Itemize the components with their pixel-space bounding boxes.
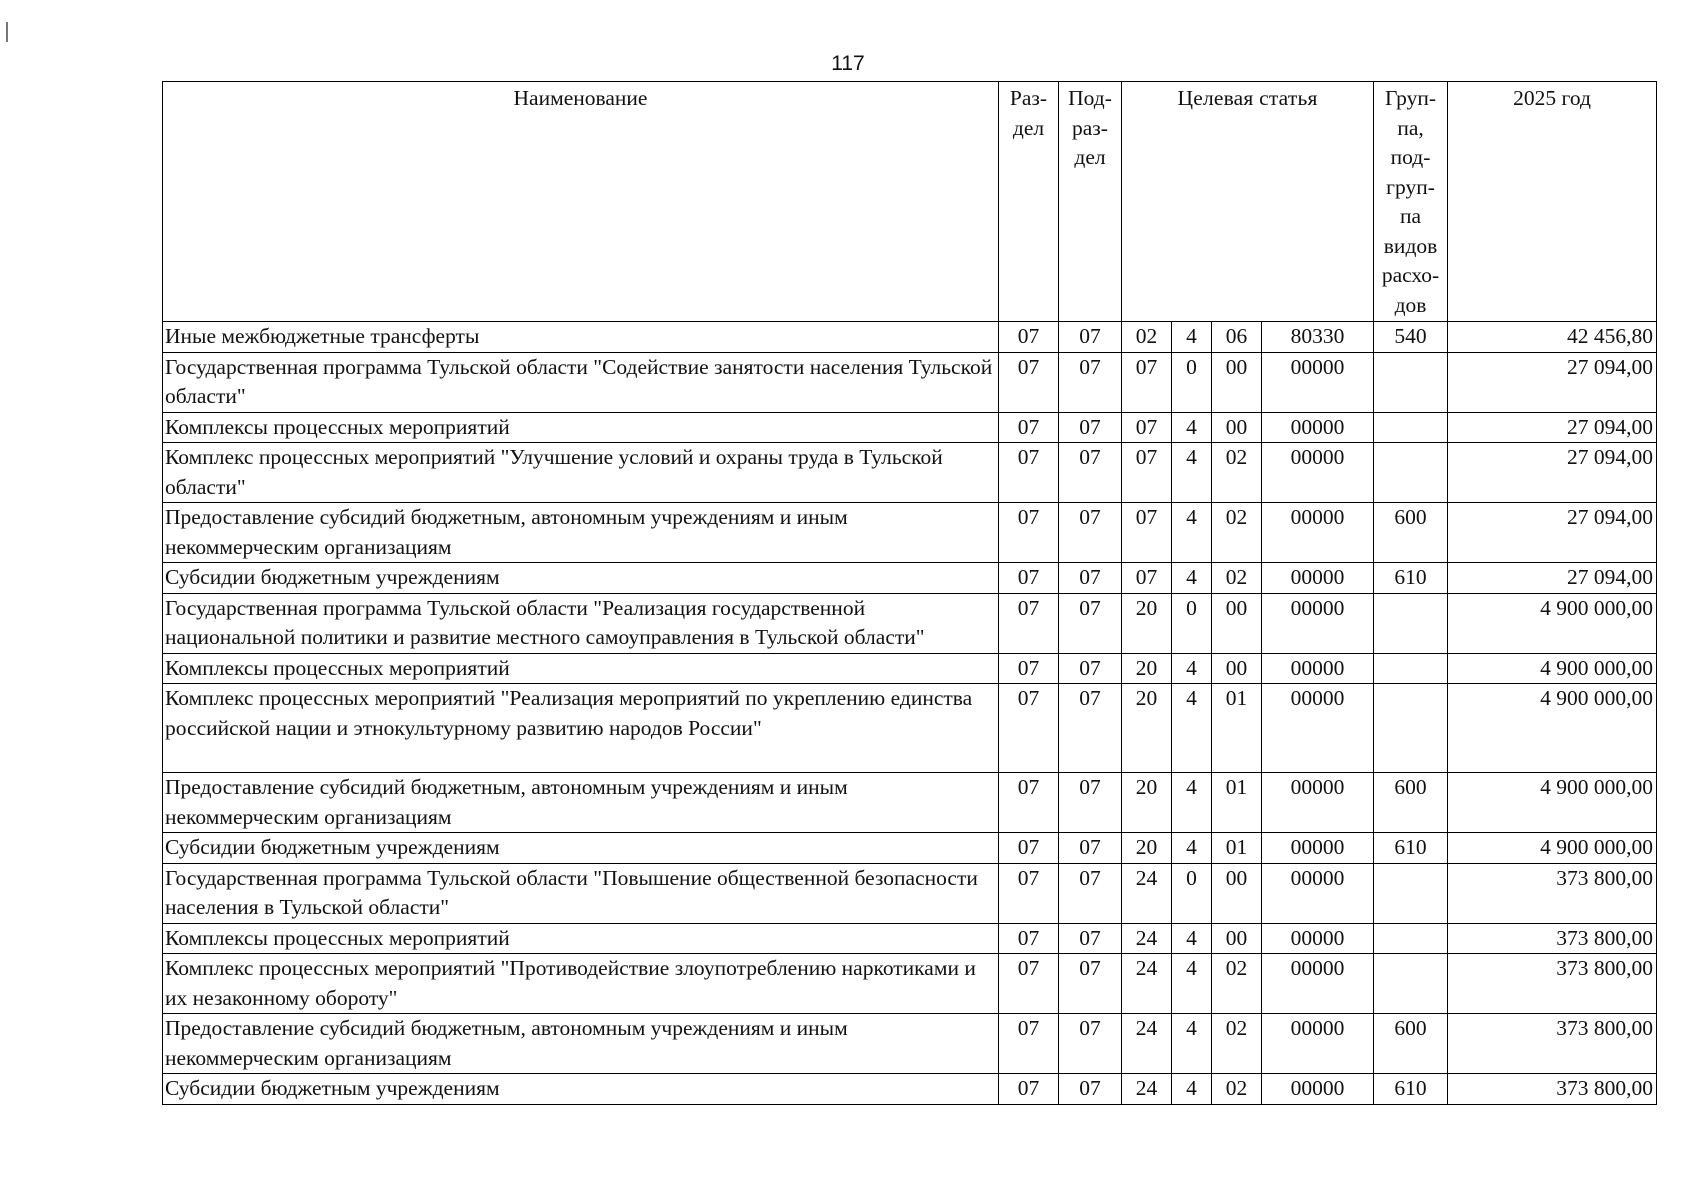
table-row xyxy=(163,653,1657,684)
cell-target-subprogram: 00 xyxy=(1212,923,1262,954)
header-target-article: Целевая статья xyxy=(1122,82,1374,322)
cell-target-type: 4 xyxy=(1172,443,1212,503)
cell-target-program: 07 xyxy=(1122,352,1172,412)
cell-target-direction: 00000 xyxy=(1262,412,1374,443)
cell-target-type: 0 xyxy=(1172,863,1212,923)
cell-razdel: 07 xyxy=(999,593,1059,653)
cell-razdel: 07 xyxy=(999,773,1059,833)
cell-razdel: 07 xyxy=(999,563,1059,594)
cell-podrazdel: 07 xyxy=(1059,954,1122,1014)
cell-amount: 4 900 000,00 xyxy=(1448,684,1657,773)
header-razdel: Раз- дел xyxy=(999,82,1059,322)
cell-expense-group xyxy=(1374,684,1448,773)
cell-target-type: 4 xyxy=(1172,954,1212,1014)
cell-expense-group xyxy=(1374,653,1448,684)
cell-expense-group: 610 xyxy=(1374,1074,1448,1105)
cell-expense-group: 540 xyxy=(1374,322,1448,353)
cell-razdel: 07 xyxy=(999,352,1059,412)
cell-razdel: 07 xyxy=(999,833,1059,864)
cell-target-direction: 00000 xyxy=(1262,653,1374,684)
cell-amount: 373 800,00 xyxy=(1448,923,1657,954)
header-year: 2025 год xyxy=(1448,82,1657,322)
cell-target-direction: 00000 xyxy=(1262,923,1374,954)
cell-amount: 373 800,00 xyxy=(1448,1014,1657,1074)
cell-target-subprogram: 00 xyxy=(1212,593,1262,653)
cell-podrazdel: 07 xyxy=(1059,653,1122,684)
cell-amount: 373 800,00 xyxy=(1448,1074,1657,1105)
header-name: Наименование xyxy=(163,82,999,322)
cell-name: Предоставление субсидий бюджетным, автономным учреждениям и иным некоммерческим организациям xyxy=(163,773,999,833)
table-body xyxy=(163,322,1657,1105)
cell-podrazdel: 07 xyxy=(1059,503,1122,563)
cell-razdel: 07 xyxy=(999,443,1059,503)
cell-target-subprogram: 02 xyxy=(1212,443,1262,503)
cell-razdel: 07 xyxy=(999,1014,1059,1074)
cell-expense-group: 610 xyxy=(1374,833,1448,864)
cell-amount: 4 900 000,00 xyxy=(1448,593,1657,653)
cell-razdel: 07 xyxy=(999,923,1059,954)
cell-amount: 27 094,00 xyxy=(1448,563,1657,594)
cell-razdel: 07 xyxy=(999,954,1059,1014)
cell-amount: 27 094,00 xyxy=(1448,443,1657,503)
cell-target-direction: 00000 xyxy=(1262,563,1374,594)
cell-amount: 4 900 000,00 xyxy=(1448,833,1657,864)
cell-expense-group: 600 xyxy=(1374,1014,1448,1074)
budget-table xyxy=(162,81,1657,1105)
cell-amount: 27 094,00 xyxy=(1448,352,1657,412)
cell-target-type: 0 xyxy=(1172,352,1212,412)
cell-podrazdel: 07 xyxy=(1059,593,1122,653)
cell-target-type: 4 xyxy=(1172,412,1212,443)
cell-target-type: 4 xyxy=(1172,503,1212,563)
cell-target-subprogram: 02 xyxy=(1212,1074,1262,1105)
cell-expense-group: 600 xyxy=(1374,773,1448,833)
cell-target-direction: 00000 xyxy=(1262,954,1374,1014)
cell-target-subprogram: 01 xyxy=(1212,833,1262,864)
cell-name: Субсидии бюджетным учреждениям xyxy=(163,833,999,864)
cell-target-type: 4 xyxy=(1172,322,1212,353)
cell-expense-group: 610 xyxy=(1374,563,1448,594)
cell-target-direction: 00000 xyxy=(1262,352,1374,412)
cell-expense-group xyxy=(1374,954,1448,1014)
table-row xyxy=(163,412,1657,443)
header-expense-group: Груп- па, под- груп- па видов расхо- дов xyxy=(1374,82,1448,322)
cell-target-program: 24 xyxy=(1122,863,1172,923)
cell-amount: 373 800,00 xyxy=(1448,863,1657,923)
table-header-row xyxy=(163,82,1657,322)
table-row xyxy=(163,863,1657,923)
cell-podrazdel: 07 xyxy=(1059,563,1122,594)
cell-target-direction: 00000 xyxy=(1262,593,1374,653)
cell-podrazdel: 07 xyxy=(1059,1074,1122,1105)
cell-target-type: 0 xyxy=(1172,593,1212,653)
cell-target-program: 24 xyxy=(1122,1014,1172,1074)
header-podrazdel: Под- раз- дел xyxy=(1059,82,1122,322)
cell-expense-group xyxy=(1374,593,1448,653)
cell-target-direction: 00000 xyxy=(1262,863,1374,923)
cell-name: Государственная программа Тульской области "Повышение общественной безопасности населения в Тульской области" xyxy=(163,863,999,923)
cell-razdel: 07 xyxy=(999,503,1059,563)
cell-razdel: 07 xyxy=(999,412,1059,443)
cell-target-direction: 80330 xyxy=(1262,322,1374,353)
cell-target-type: 4 xyxy=(1172,1074,1212,1105)
cell-target-program: 07 xyxy=(1122,503,1172,563)
cell-name: Субсидии бюджетным учреждениям xyxy=(163,563,999,594)
cell-amount: 27 094,00 xyxy=(1448,412,1657,443)
table-row xyxy=(163,593,1657,653)
table-row xyxy=(163,684,1657,773)
cell-target-direction: 00000 xyxy=(1262,443,1374,503)
table-row xyxy=(163,923,1657,954)
table-row xyxy=(163,954,1657,1014)
page-number: 117 xyxy=(831,52,865,75)
cell-name: Комплексы процессных мероприятий xyxy=(163,412,999,443)
cell-target-program: 20 xyxy=(1122,593,1172,653)
cell-target-direction: 00000 xyxy=(1262,1074,1374,1105)
cell-name: Комплексы процессных мероприятий xyxy=(163,923,999,954)
cell-target-subprogram: 00 xyxy=(1212,352,1262,412)
cell-name: Субсидии бюджетным учреждениям xyxy=(163,1074,999,1105)
cell-podrazdel: 07 xyxy=(1059,352,1122,412)
cell-podrazdel: 07 xyxy=(1059,684,1122,773)
cell-target-type: 4 xyxy=(1172,684,1212,773)
cell-target-type: 4 xyxy=(1172,923,1212,954)
cell-name: Государственная программа Тульской области "Содействие занятости населения Тульской области" xyxy=(163,352,999,412)
cell-amount: 4 900 000,00 xyxy=(1448,773,1657,833)
cell-name: Комплекс процессных мероприятий "Реализация мероприятий по укреплению единства российской нации и этнокультурному развитию народов России" xyxy=(163,684,999,773)
cell-podrazdel: 07 xyxy=(1059,1014,1122,1074)
cell-name: Государственная программа Тульской области "Реализация государственной национальной политики и развитие местного самоуправления в Тульской области" xyxy=(163,593,999,653)
cell-target-type: 4 xyxy=(1172,563,1212,594)
cell-target-program: 20 xyxy=(1122,833,1172,864)
table-row xyxy=(163,352,1657,412)
cell-target-subprogram: 02 xyxy=(1212,503,1262,563)
cell-expense-group xyxy=(1374,412,1448,443)
table-row xyxy=(163,1074,1657,1105)
cell-target-subprogram: 06 xyxy=(1212,322,1262,353)
cell-target-subprogram: 01 xyxy=(1212,684,1262,773)
cell-target-program: 20 xyxy=(1122,773,1172,833)
table-row xyxy=(163,443,1657,503)
cell-target-subprogram: 01 xyxy=(1212,773,1262,833)
cell-podrazdel: 07 xyxy=(1059,322,1122,353)
cell-name: Предоставление субсидий бюджетным, автономным учреждениям и иным некоммерческим организациям xyxy=(163,1014,999,1074)
cell-target-program: 02 xyxy=(1122,322,1172,353)
cell-target-type: 4 xyxy=(1172,833,1212,864)
cell-name: Комплекс процессных мероприятий "Противодействие злоупотреблению наркотиками и их незаконному обороту" xyxy=(163,954,999,1014)
cell-target-subprogram: 02 xyxy=(1212,954,1262,1014)
cell-name: Иные межбюджетные трансферты xyxy=(163,322,999,353)
cell-target-type: 4 xyxy=(1172,653,1212,684)
cell-target-direction: 00000 xyxy=(1262,684,1374,773)
cell-expense-group xyxy=(1374,352,1448,412)
cell-target-type: 4 xyxy=(1172,1014,1212,1074)
table-row xyxy=(163,322,1657,353)
cell-target-subprogram: 02 xyxy=(1212,563,1262,594)
cell-razdel: 07 xyxy=(999,863,1059,923)
cell-target-program: 20 xyxy=(1122,653,1172,684)
scan-edge-mark xyxy=(6,22,8,42)
cell-amount: 4 900 000,00 xyxy=(1448,653,1657,684)
cell-name: Комплекс процессных мероприятий "Улучшение условий и охраны труда в Тульской области" xyxy=(163,443,999,503)
cell-razdel: 07 xyxy=(999,653,1059,684)
table-row xyxy=(163,773,1657,833)
cell-target-program: 20 xyxy=(1122,684,1172,773)
cell-target-subprogram: 00 xyxy=(1212,412,1262,443)
cell-podrazdel: 07 xyxy=(1059,412,1122,443)
cell-target-program: 24 xyxy=(1122,1074,1172,1105)
cell-expense-group xyxy=(1374,443,1448,503)
cell-amount: 373 800,00 xyxy=(1448,954,1657,1014)
cell-target-direction: 00000 xyxy=(1262,833,1374,864)
cell-target-direction: 00000 xyxy=(1262,503,1374,563)
cell-podrazdel: 07 xyxy=(1059,923,1122,954)
cell-name: Предоставление субсидий бюджетным, автономным учреждениям и иным некоммерческим организациям xyxy=(163,503,999,563)
cell-target-subprogram: 00 xyxy=(1212,863,1262,923)
cell-amount: 27 094,00 xyxy=(1448,503,1657,563)
cell-expense-group xyxy=(1374,863,1448,923)
cell-podrazdel: 07 xyxy=(1059,773,1122,833)
cell-target-subprogram: 02 xyxy=(1212,1014,1262,1074)
cell-expense-group: 600 xyxy=(1374,503,1448,563)
cell-target-type: 4 xyxy=(1172,773,1212,833)
cell-expense-group xyxy=(1374,923,1448,954)
table-row xyxy=(163,503,1657,563)
cell-target-direction: 00000 xyxy=(1262,773,1374,833)
cell-target-direction: 00000 xyxy=(1262,1014,1374,1074)
cell-podrazdel: 07 xyxy=(1059,863,1122,923)
cell-target-program: 07 xyxy=(1122,412,1172,443)
cell-amount: 42 456,80 xyxy=(1448,322,1657,353)
table-row xyxy=(163,1014,1657,1074)
table-row xyxy=(163,833,1657,864)
cell-razdel: 07 xyxy=(999,1074,1059,1105)
cell-podrazdel: 07 xyxy=(1059,833,1122,864)
cell-podrazdel: 07 xyxy=(1059,443,1122,503)
cell-target-program: 07 xyxy=(1122,563,1172,594)
cell-target-subprogram: 00 xyxy=(1212,653,1262,684)
cell-target-program: 24 xyxy=(1122,923,1172,954)
cell-razdel: 07 xyxy=(999,684,1059,773)
cell-razdel: 07 xyxy=(999,322,1059,353)
cell-target-program: 07 xyxy=(1122,443,1172,503)
cell-target-program: 24 xyxy=(1122,954,1172,1014)
table-row xyxy=(163,563,1657,594)
cell-name: Комплексы процессных мероприятий xyxy=(163,653,999,684)
